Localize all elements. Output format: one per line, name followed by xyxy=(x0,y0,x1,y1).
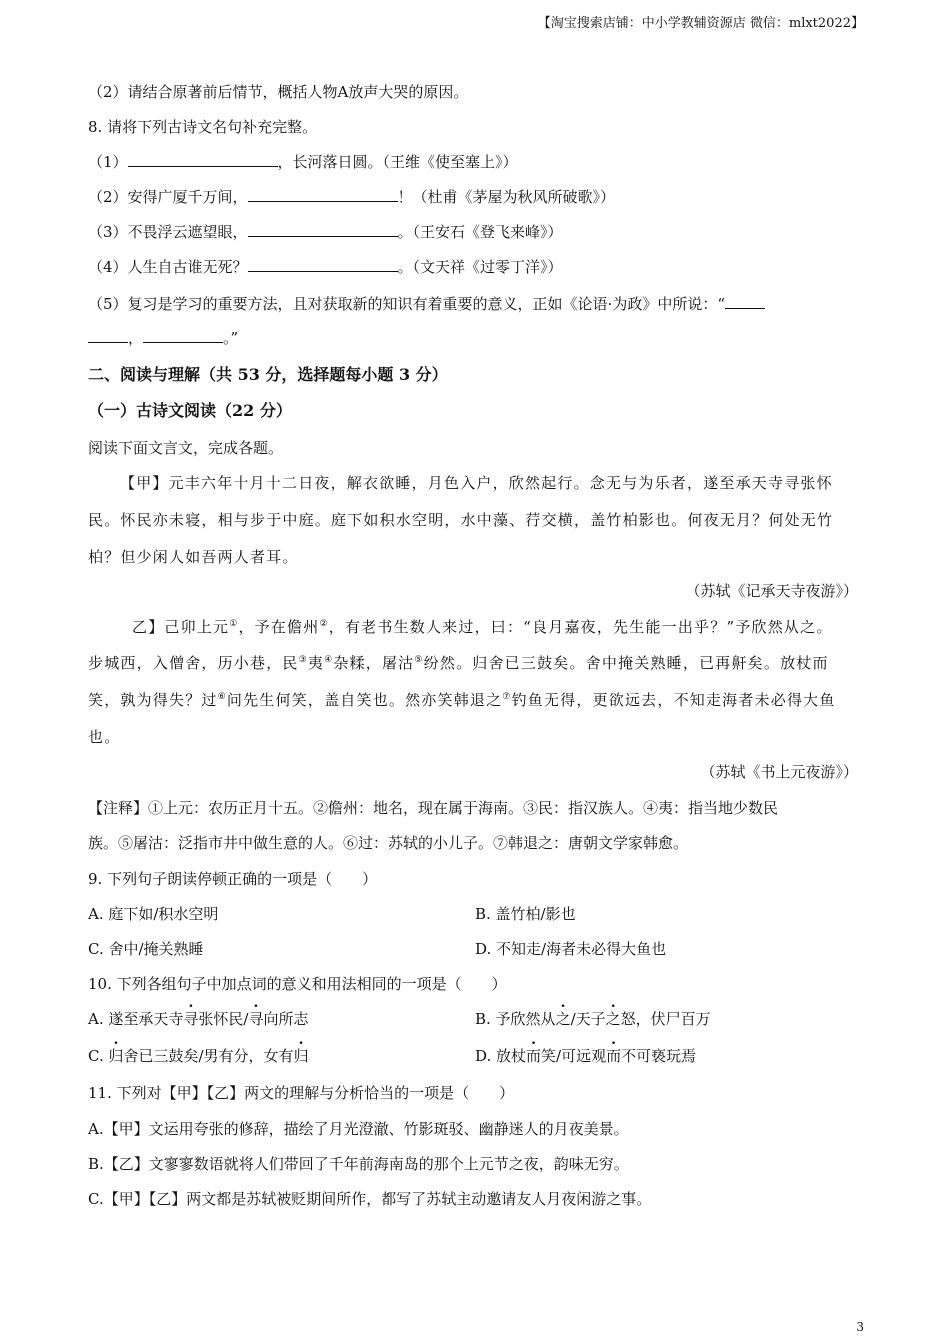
yi-para-line-3: 笑，孰为得失？过⑥问先生何笑，盖自笑也。然亦笑韩退之⑦钓鱼无得，更欲远去，不知走海者未必得大鱼 xyxy=(88,691,836,709)
q10-option-d: D. 放杖而笑/可远观而不可亵玩焉 xyxy=(475,1047,697,1065)
jia-para-line-2: 民。怀民亦未寝，相与步于中庭。庭下如积水空明，水中藻、荇交横，盖竹柏影也。何夜无月？何处无竹 xyxy=(88,511,834,529)
q9-option-b: B. 盖竹柏/影也 xyxy=(475,905,576,923)
blank xyxy=(143,328,223,343)
jia-para-line-1: 【甲】元丰六年十月十二日夜，解衣欲睡，月色入户，欣然起行。念无与为乐者，遂至承天寺寻张怀 xyxy=(120,474,833,492)
q8-line-4: （4）人生自古谁无死？ 。（文天祥《过零丁洋》） xyxy=(88,258,563,276)
emphasis-dot-word: 寻 xyxy=(183,1010,199,1028)
emphasis-dot-word: 而 xyxy=(606,1047,622,1065)
emphasis-dot-word: 之 xyxy=(605,1010,621,1028)
notes-line-2: 族。⑤屠沽：泛指市井中做生意的人。⑥过：苏轼的小儿子。⑦韩退之：唐朝文学家韩愈。 xyxy=(88,834,689,852)
blank xyxy=(725,294,765,309)
reading-intro: 阅读下面文言文，完成各题。 xyxy=(88,439,284,457)
question-7-part-2: （2）请结合原著前后情节，概括人物A放声大哭的原因。 xyxy=(88,83,469,101)
jia-para-line-3: 柏？但少闲人如吾两人者耳。 xyxy=(88,548,299,566)
q10-option-b: B. 予欣然从之/天子之怒，伏尸百万 xyxy=(475,1010,711,1028)
q8-line-5: （5）复习是学习的重要方法，且对获取新的知识有着重要的意义，正如《论语·为政》中所说：“ xyxy=(88,293,862,315)
question-10-title: 10. 下列各组句子中加点词的意义和用法相同的一项是（ ） xyxy=(88,975,507,993)
q8-line-2: （2）安得广厦千万间， ！（杜甫《茅屋为秋风所破歌》） xyxy=(88,188,616,206)
q9-option-a: A. 庭下如/积水空明 xyxy=(88,905,219,923)
q8-line-3: （3）不畏浮云遮望眼， 。（王安石《登飞来峰》） xyxy=(88,223,563,241)
q8-line-5-cont: ， 。” xyxy=(88,327,862,349)
notes-line-1: 【注释】①上元：农历正月十五。②儋州：地名，现在属于海南。③民：指汉族人。④夷：指当地少数民 xyxy=(88,799,779,817)
blank xyxy=(128,152,278,167)
section-2-heading: 二、阅读与理解（共 53 分，选择题每小题 3 分） xyxy=(88,365,448,384)
page-number: 3 xyxy=(856,1320,864,1334)
yi-para-line-2: 步城西，入僧舍，历小巷，民③夷④杂糅，屠沽⑤纷然。归舍已三鼓矣。舍中掩关熟睡，已再鼾矣。放杖而 xyxy=(88,654,829,672)
blank xyxy=(248,222,398,237)
emphasis-dot-word: 之 xyxy=(555,1010,571,1028)
emphasis-dot-word: 归 xyxy=(293,1047,309,1065)
q9-option-c: C. 舍中/掩关熟睡 xyxy=(88,940,204,958)
q8-line-1: （1） ，长河落日圆。（王维《使至塞上》） xyxy=(88,153,518,171)
emphasis-dot-word: 而 xyxy=(526,1047,542,1065)
question-8-title: 8. 请将下列古诗文名句补充完整。 xyxy=(88,118,318,136)
blank xyxy=(248,187,398,202)
emphasis-dot-word: 寻 xyxy=(248,1010,264,1028)
q11-option-b: B.【乙】文寥寥数语就将人们带回了千年前海南岛的那个上元节之夜，韵味无穷。 xyxy=(88,1155,629,1173)
q11-option-a: A.【甲】文运用夸张的修辞，描绘了月光澄澈、竹影斑驳、幽静迷人的月夜美景。 xyxy=(88,1120,629,1138)
question-9-title: 9. 下列句子朗读停顿正确的一项是（ ） xyxy=(88,870,378,888)
jia-source: （苏轼《记承天寺夜游》） xyxy=(685,582,858,600)
blank xyxy=(248,257,398,272)
blank xyxy=(88,328,128,343)
yi-para-line-4: 也。 xyxy=(88,728,121,746)
q11-option-c: C.【甲】【乙】两文都是苏轼被贬期间所作，都写了苏轼主动邀请友人月夜闲游之事。 xyxy=(88,1190,652,1208)
page-header: 【淘宝搜索店铺：中小学教辅资源店 微信：mlxt2022】 xyxy=(537,16,864,31)
q9-option-d: D. 不知走/海者未必得大鱼也 xyxy=(475,940,667,958)
yi-source: （苏轼《书上元夜游》） xyxy=(700,763,858,781)
emphasis-dot-word: 归 xyxy=(108,1047,124,1065)
subsection-1-heading: （一）古诗文阅读（22 分） xyxy=(88,401,292,420)
question-11-title: 11. 下列对【甲】【乙】两文的理解与分析恰当的一项是（ ） xyxy=(88,1084,515,1102)
q10-option-c: C. 归舍已三鼓矣/男有分，女有归 xyxy=(88,1047,309,1065)
q10-option-a: A. 遂至承天寺寻张怀民/寻向所志 xyxy=(88,1010,309,1028)
yi-para-line-1: 乙】己卯上元①，予在儋州②，有老书生数人来过，曰：“良月嘉夜，先生能一出乎？”予欣然从之。 xyxy=(132,618,833,636)
